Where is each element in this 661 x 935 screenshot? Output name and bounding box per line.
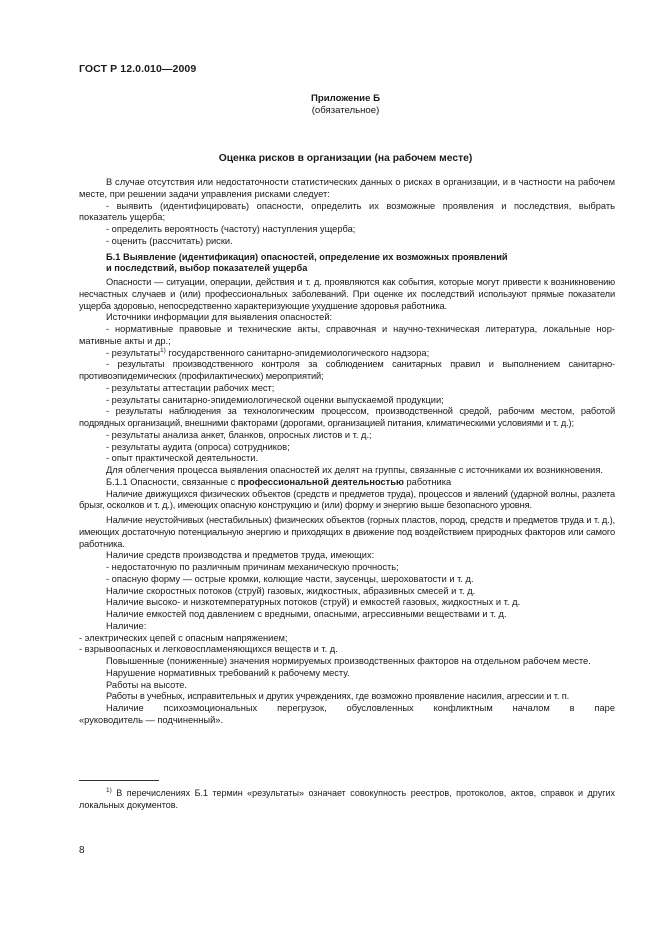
- intro-item: - выявить (идентифицировать) опасности, определить их возможные проявления и последствия, выбрать показатель ущерба;: [79, 200, 615, 223]
- heading-prefix: Б.1.1 Опасности, связанные с: [106, 476, 238, 487]
- section-b1-heading-line2: и последствий, выбор показателей ущерба: [106, 263, 308, 274]
- source-item: - нормативные правовые и технические акты, справочная и научно-техническая литература, локальные нормативные акты и др.;: [79, 324, 615, 346]
- section-b11-paragraph: Работы на высоте.: [106, 679, 188, 690]
- heading-bold: профессиональной деятельностью: [237, 476, 404, 487]
- source-item-prefix: - результаты: [106, 347, 161, 358]
- source-item: [79, 348, 615, 360]
- source-item: - результаты производственного контроля за соблюдением санитарных правил и выполнением санитарно-противоэпидемических (профилактических) мероприятий;: [79, 359, 615, 381]
- footnote-ref: 1): [160, 346, 166, 354]
- footnote: [79, 788, 615, 811]
- section-b11-paragraph: Работы в учебных, исправительных и других учреждениях, где возможно проявление насилия, агрессии и т. п.: [106, 691, 570, 702]
- appendix-label: Приложение Б: [311, 93, 380, 104]
- page-number: 8: [79, 845, 85, 856]
- source-item: - результаты санитарно-эпидемиологической оценки выпускаемой продукции;: [106, 394, 444, 405]
- section-b1-paragraph: Для облегчения процесса выявления опасностей их делят на группы, связанные с источниками их возникновения.: [106, 465, 603, 475]
- intro-item: - оценить (рассчитать) риски.: [106, 235, 233, 246]
- footnote-mark: 1): [106, 787, 112, 794]
- section-b11-paragraph: Наличие неустойчивых (нестабильных) физических объектов (горных пластов, пород, средств и предметов труда и т. д.), имеющих достаточную потенциальную энергию и приходящих в движение под воздействием природных факторов или самого работника.: [79, 515, 615, 549]
- section-b11-paragraph: Повышенные (пониженные) значения нормируемых производственных факторов на отдельном рабочем месте.: [106, 656, 591, 666]
- source-item: - опыт практической деятельности.: [106, 453, 259, 464]
- section-b11-paragraph: Наличие психоэмоциональных перегрузок, обусловленных конфликтным началом в паре: [106, 703, 615, 713]
- heading-suffix: работника: [403, 476, 452, 487]
- footnote-mark-wrap: [79, 788, 112, 798]
- section-b11-paragraph: Наличие скоростных потоков (струй) газовых, жидкостных, абразивных смесей и т. д.: [106, 585, 476, 596]
- source-item: - результаты анализа анкет, бланков, опросных листов и т. д.;: [106, 429, 372, 440]
- source-item: - результаты аудита (опроса) сотрудников;: [106, 441, 290, 452]
- intro-item: - определить вероятность (частоту) наступления ущерба;: [106, 224, 356, 234]
- page-title: Оценка рисков в организации (на рабочем месте): [218, 153, 473, 164]
- section-b1-paragraph: Опасности — ситуации, операции, действия и т. д. проявляются как события, которые могут привести к возникновению несчастных случаев и (или) профессиональных заболеваний. При оценке их последствий используют прямые показатели ущерба здоровью, непосредственно характеризующие ухудшение здоровья работника.: [79, 277, 615, 311]
- section-b11-paragraph: Наличие средств производства и предметов труда, имеющих:: [106, 550, 375, 561]
- section-b11-paragraph: Наличие:: [106, 620, 147, 631]
- section-b11-paragraph: Наличие емкостей под давлением с вредными, опасными, агрессивными веществами и т. д.: [106, 609, 507, 619]
- section-b11-paragraph-cont: «руководитель — подчиненный».: [79, 714, 224, 725]
- section-b11-heading: [79, 477, 615, 489]
- section-b11-item: - недостаточную по различным причинам механическую прочность;: [106, 562, 399, 572]
- section-b11-item: - взрывоопасных и легковоспламеняющихся веществ и т. д.: [79, 644, 338, 655]
- source-item: - результаты наблюдения за технологическим процессом, производственной средой, рабочим местом, работой подрядных организаций, внешними факторами (дорогами, организацией питания, климатическими условиями и т. д.);: [79, 406, 615, 428]
- section-b11-item: - электрических цепей с опасным напряжением;: [79, 632, 288, 643]
- intro-paragraph: В случае отсутствия или недостаточности статистических данных о рисках в организации, и в частности на рабочем месте, при решении задачи управления рисками следует:: [79, 177, 615, 199]
- source-item-rest: государственного санитарно-эпидемиологического надзора;: [165, 347, 430, 358]
- section-b1-heading-line1: Б.1 Выявление (идентификация) опасностей, определение их возможных проявлений: [106, 251, 508, 262]
- appendix-status: (обязательное): [311, 105, 380, 116]
- section-b11-paragraph: Нарушение нормативных требований к рабочему месту.: [106, 667, 350, 678]
- section-b11-paragraph: Наличие движущихся физических объектов (средств и предметов труда), процессов и явлений (ударной волны, разлета брызг, осколков и т. д.), имеющих опасную конструкцию и (или) форму и энергию выше безопасного уровня.: [79, 488, 615, 511]
- source-item: - результаты аттестации рабочих мест;: [106, 382, 275, 393]
- footnote-separator: [79, 780, 159, 781]
- section-b1-paragraph: Источники информации для выявления опасностей:: [106, 312, 333, 323]
- section-b11-paragraph: Наличие высоко- и низкотемпературных потоков (струй) и емкостей газовых, жидкостных и т. д.: [106, 597, 521, 608]
- doc-code-header: ГОСТ Р 12.0.010—2009: [79, 63, 197, 75]
- section-b11-item: - опасную форму — острые кромки, колющие части, заусенцы, шероховатости и т. д.: [106, 573, 474, 584]
- document-body: [79, 177, 615, 727]
- footnote-text: В перечислениях Б.1 термин «результаты» означает совокупность реестров, протоколов, актов, справок и других локальных документов.: [79, 788, 615, 810]
